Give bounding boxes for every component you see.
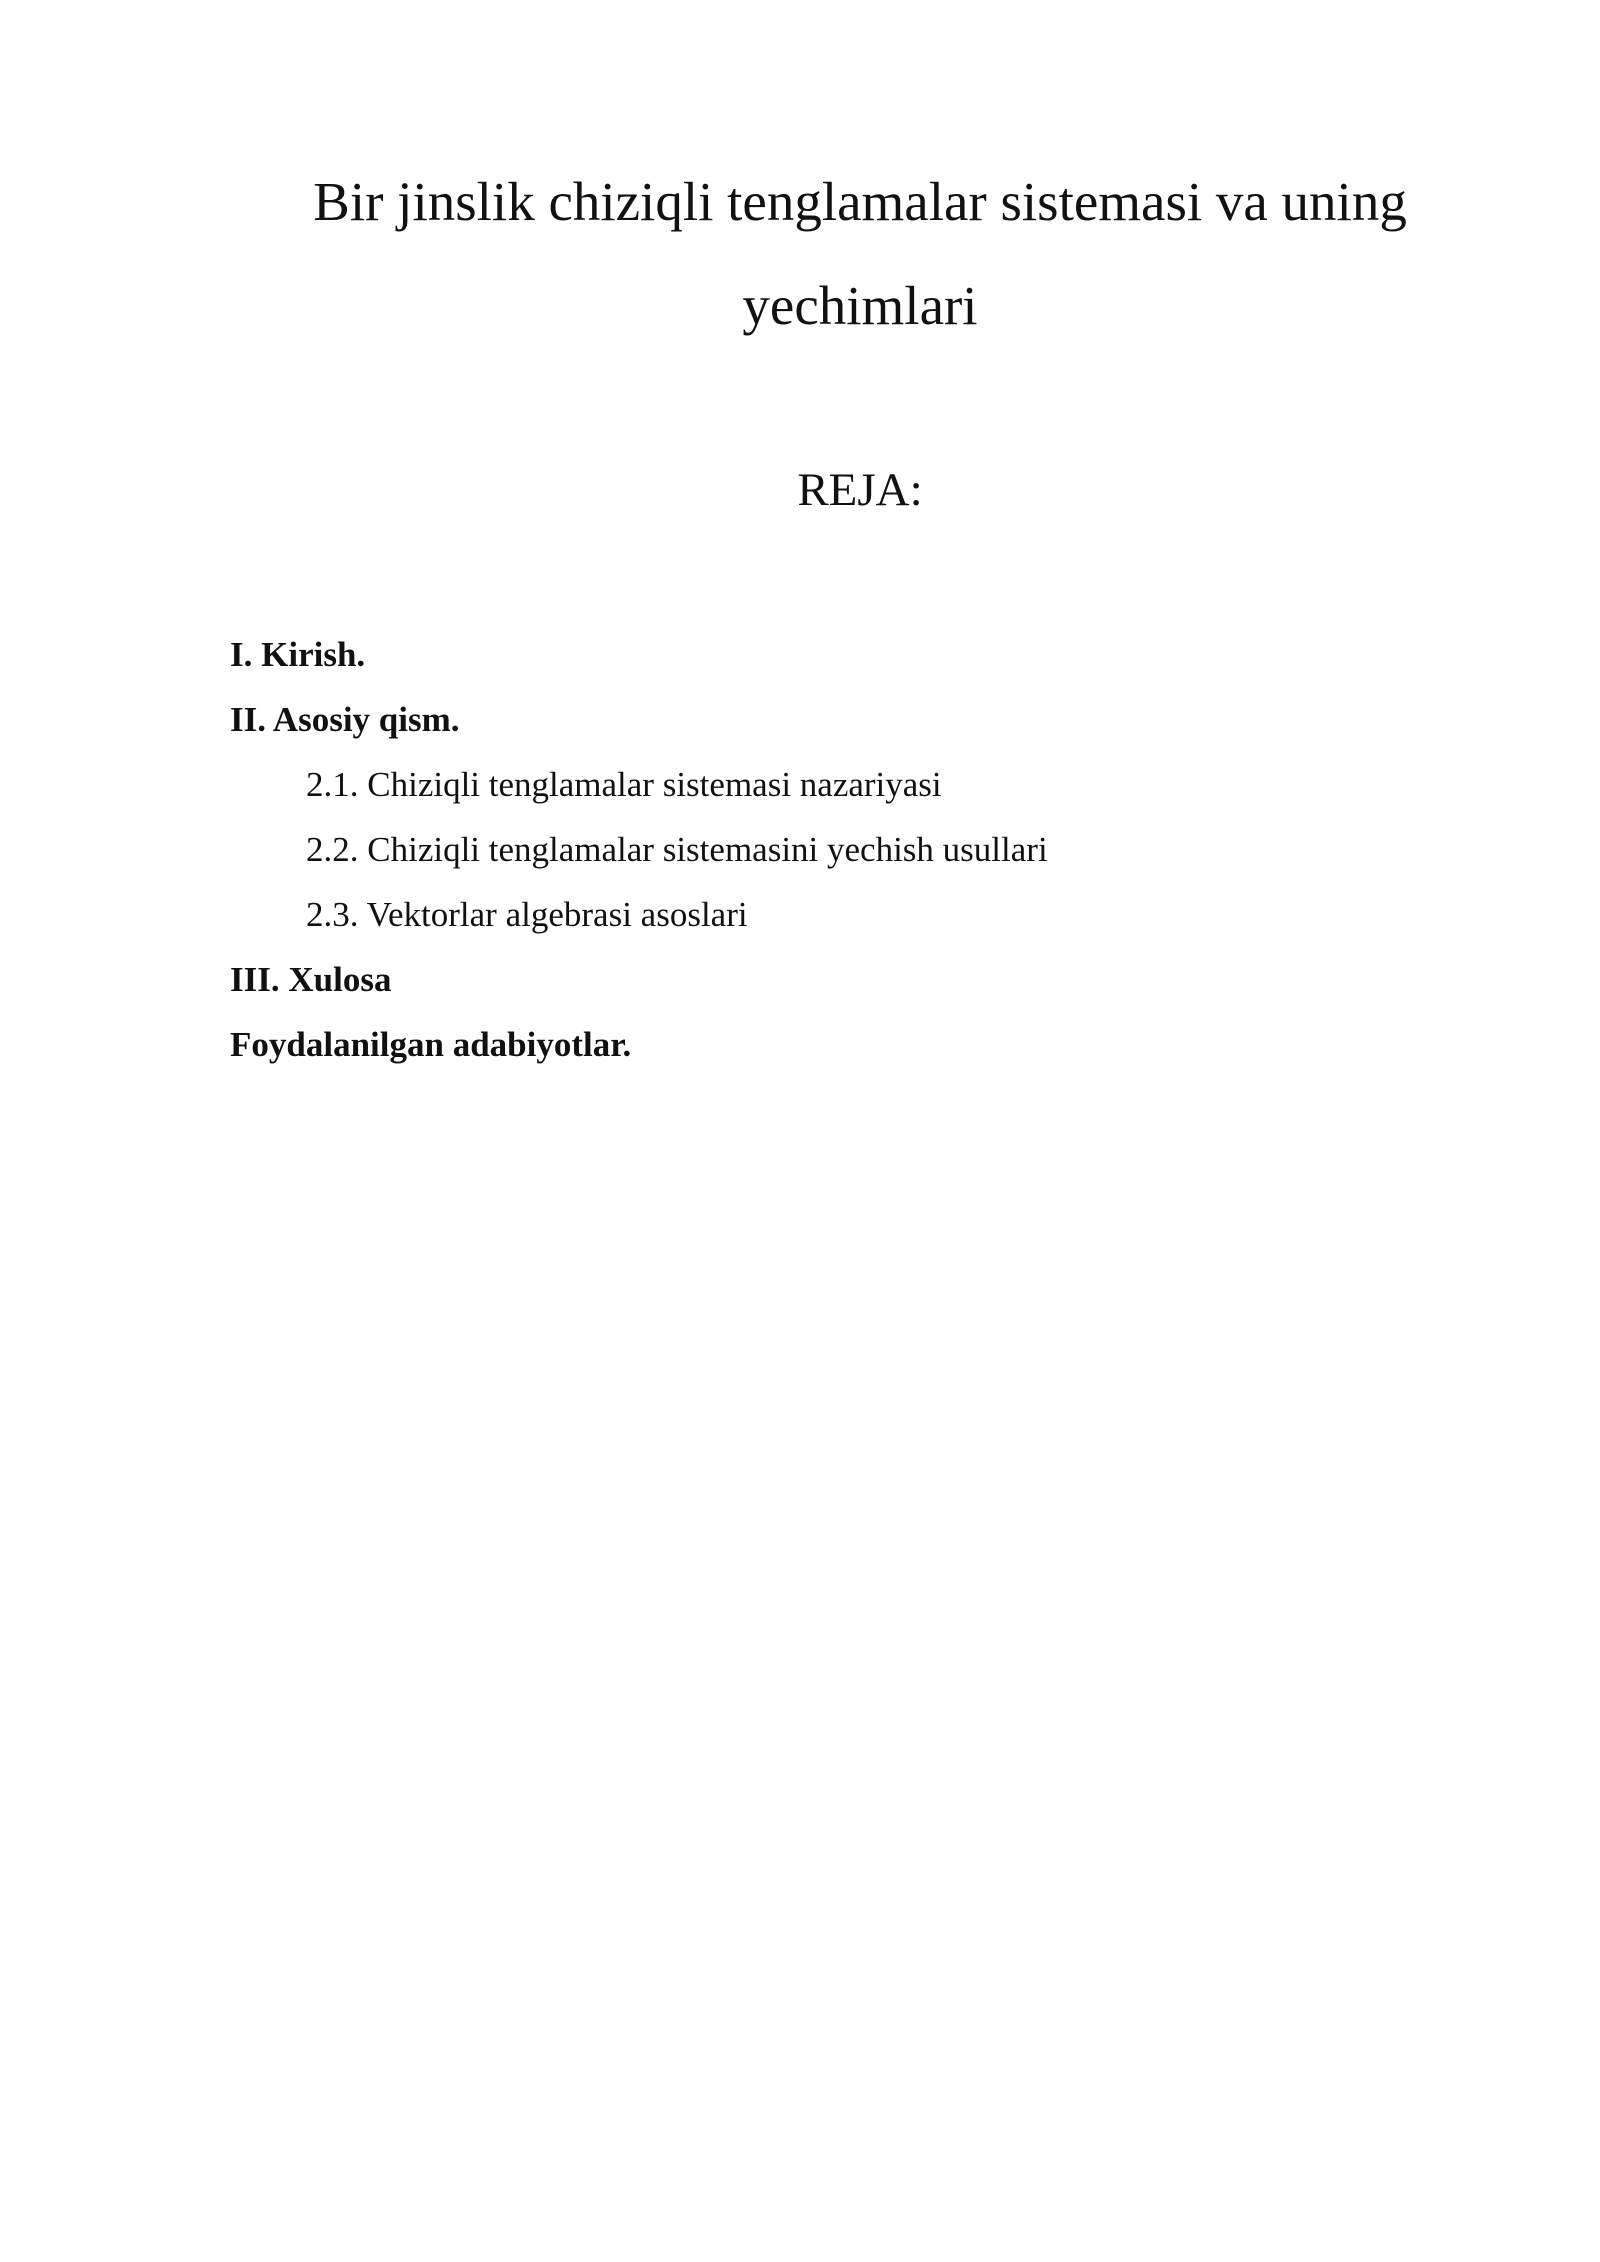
plan-subitem-2-2: 2.2. Chiziqli tenglamalar sistemasini yechish usullari <box>306 830 1048 869</box>
document-title: Bir jinslik chiziqli tenglamalar sistemasi va uning yechimlari <box>313 171 1407 336</box>
plan-subitem-2-1: 2.1. Chiziqli tenglamalar sistemasi nazariyasi <box>306 765 942 804</box>
plan-item-main-part: II. Asosiy qism. <box>230 700 460 739</box>
plan-item-conclusion: III. Xulosa <box>230 960 392 999</box>
plan-item-references: Foydalanilgan adabiyotlar. <box>230 1025 632 1064</box>
plan-item-introduction: I. Kirish. <box>230 635 366 674</box>
plan-subitem-2-3: 2.3. Vektorlar algebrasi asoslari <box>306 895 748 934</box>
plan-list <box>230 622 1430 1077</box>
plan-heading: REJA: <box>797 464 923 516</box>
